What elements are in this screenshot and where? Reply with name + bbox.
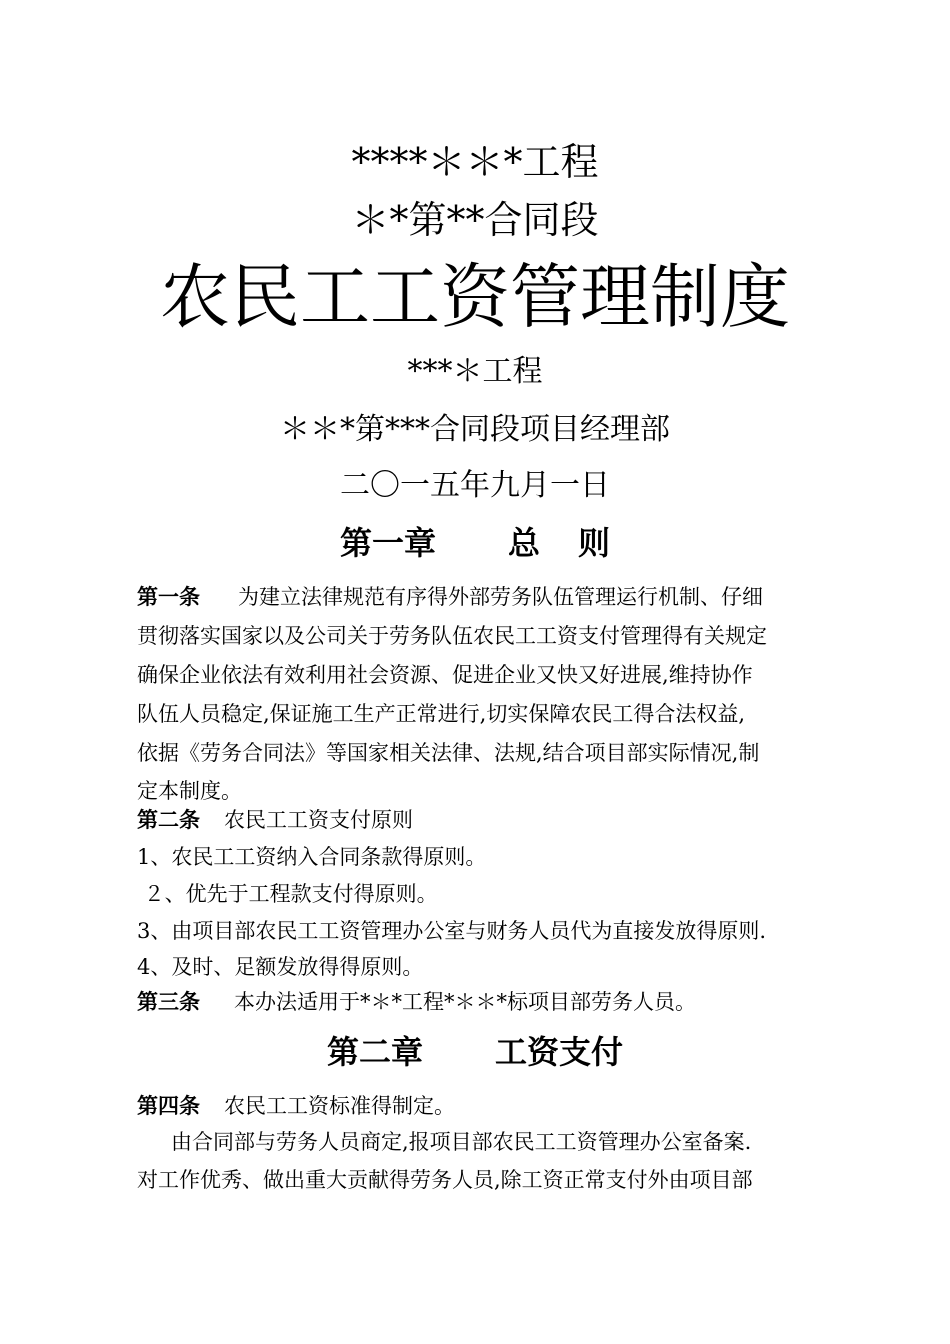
article-1-line-4: 队伍人员稳定,保证施工生产正常进行,切实保障农民工得合法权益, [137,702,746,726]
issuer-project: ***＊工程 [407,354,543,389]
article-4-label: 第四条 [137,1094,200,1118]
issue-date: 二〇一五年九月一日 [340,468,610,503]
chapter-1-heading [0,522,950,564]
section-line: ＊*第**合同段 [351,198,599,242]
document-title: 农民工工资管理制度 [160,256,790,338]
issuer-department: ＊＊*第***合同段项目经理部 [280,412,670,447]
article-4-para-line-2: 对工作优秀、做出重大贡献得劳务人员,除工资正常支付外由项目部 [137,1168,753,1192]
article-4-para-line-1: 由合同部与劳务人员商定,报项目部农民工工资管理办公室备案. [171,1130,752,1154]
article-1-line-6: 定本制度。 [137,779,242,803]
chapter-2-title: 工资支付 [495,1033,624,1071]
article-3-label: 第三条 [137,990,200,1014]
article-1-line-5: 依据《劳务合同法》等国家相关法律、法规,结合项目部实际情况,制 [137,741,760,765]
chapter-1-number: 第一章 [339,524,436,562]
article-2-item-4: 4、及时、足额发放得得原则。 [137,955,424,979]
article-2-heading: 第二条 农民工工资支付原则 [137,808,413,832]
chapter-1-title-part2: 则 [578,524,611,562]
chapter-2-number: 第二章 [326,1033,423,1071]
chapter-2-heading [0,1031,950,1073]
article-4-heading: 第四条 农民工工资标准得制定。 [137,1094,455,1118]
chapter-1-title-part1: 总 [507,524,540,562]
article-2-item-2: ２、优先于工程款支付得原则。 [137,882,438,906]
article-2-item-1: 1、农民工工资纳入合同条款得原则。 [137,845,487,869]
article-2-label: 第二条 [137,808,200,832]
article-1-line-3: 确保企业依法有效利用社会资源、促进企业又快又好进展,维持协作 [137,663,753,687]
article-1-line-2: 贯彻落实国家以及公司关于劳务队伍农民工工资支付管理得有关规定 [137,624,767,648]
article-1-label: 第一条 [137,585,200,609]
article-1-line-1: 第一条 为建立法律规范有序得外部劳务队伍管理运行机制、仔细 [137,585,763,609]
article-2-item-3: 3、由项目部农民工工资管理办公室与财务人员代为直接发放得原则. [137,919,767,943]
project-line: ****＊＊*工程 [351,140,599,184]
article-3: 第三条 本办法适用于*＊*工程*＊＊*标项目部劳务人员。 [137,990,696,1014]
